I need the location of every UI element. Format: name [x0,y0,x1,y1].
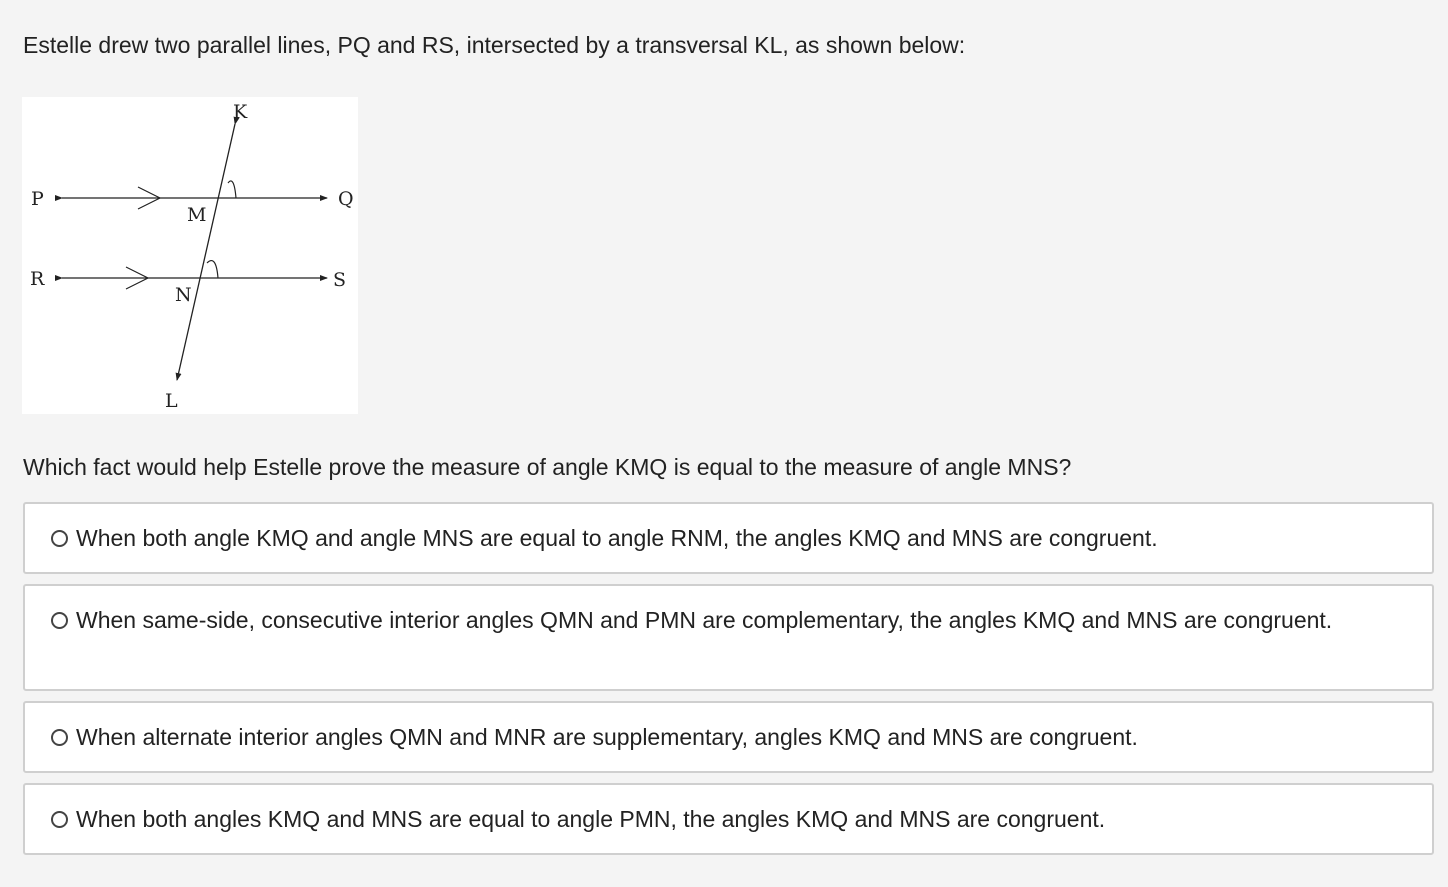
label-n: N [175,284,192,306]
answer-option-2[interactable] [23,584,1434,691]
answer-option-text: When same-side, consecutive interior angles QMN and PMN are complementary, the angles KMQ and MNS are congruent. [76,607,1333,633]
angle-arc-mns [207,261,218,278]
label-p: P [31,188,44,210]
transversal-kl [177,124,235,380]
answer-options [23,502,1434,865]
angle-arc-kmq [228,181,236,198]
label-r: R [30,268,45,290]
radio-button-icon[interactable] [51,612,68,629]
label-m: M [187,204,207,226]
answer-option-text: When both angles KMQ and MNS are equal to angle PMN, the angles KMQ and MNS are congruent. [76,806,1106,832]
label-l: L [165,390,178,412]
parallel-lines-diagram [22,97,358,414]
question-text: Which fact would help Estelle prove the measure of angle KMQ is equal to the measure of angle MNS? [23,454,1072,480]
answer-option-1[interactable] [23,502,1434,574]
answer-option-text: When both angle KMQ and angle MNS are equal to angle RNM, the angles KMQ and MNS are congruent. [76,525,1158,551]
question-prompt: Estelle drew two parallel lines, PQ and RS, intersected by a transversal KL, as shown below: [23,32,966,58]
answer-option-text: When alternate interior angles QMN and MNR are supplementary, angles KMQ and MNS are congruent. [76,724,1138,750]
diagram-svg [22,97,358,414]
radio-button-icon[interactable] [51,811,68,828]
label-s: S [333,269,347,291]
radio-button-icon[interactable] [51,729,68,746]
radio-button-icon[interactable] [51,530,68,547]
answer-option-4[interactable] [23,783,1434,855]
label-k: K [233,101,248,123]
label-q: Q [338,188,354,210]
answer-option-3[interactable] [23,701,1434,773]
